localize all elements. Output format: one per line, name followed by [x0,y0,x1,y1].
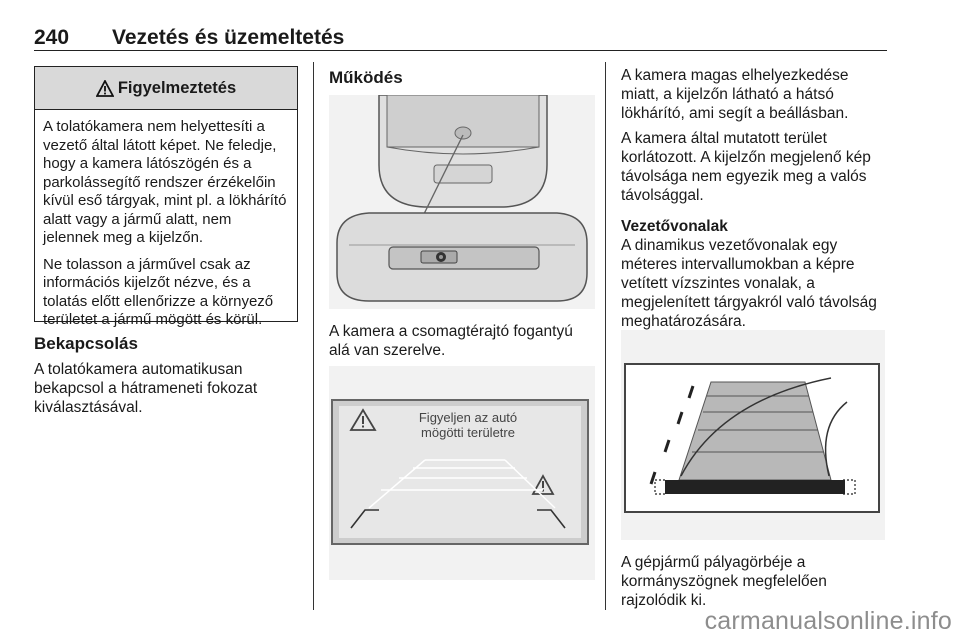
display-warning-text-line2: mögötti területre [421,425,515,440]
right-paragraph-3: A gépjármű pályagörbéje a kormányszögnek megfelelően rajzolódik ki. [621,554,827,609]
section-bekapcsolas [34,334,300,423]
warning-body [35,110,297,330]
camera-location-caption [329,322,595,366]
camera-display-illustration [329,366,595,580]
right-column [621,66,889,337]
warning-box [34,66,298,328]
warning-title: Figyelmeztetés [117,78,237,97]
watermark: carmanualsonline.info [704,607,952,635]
warning-paragraph-1: A tolatókamera nem helyettesíti a vezető által látott képet. Ne feledje, hogy a kamera látószögén és a parkolássegítő rendszer érzékelőin kívül eső tárgyak, mint pl. a lökhárító alatt vagy a jármű alatt, nem jelennek meg a kijelzőn. [43,118,287,246]
warning-paragraph-2: Ne tolasson a járművel csak az információs kijelzőt nézve, és a tolatás előtt ellenőrizze a környező területet a jármű mögött és körül. [43,255,274,328]
right-paragraph-1: A kamera magas elhelyezkedése miatt, a kijelzőn látható a hátsó lökhárító, ami segít a beállásban. [621,67,849,122]
display-warning-text-line1: Figyeljen az autó [418,410,518,425]
bekapcsolas-text: A tolatókamera automatikusan bekapcsol a hátrameneti fokozat kiválasztásával. [34,361,258,416]
page-number: 240 [34,26,70,49]
column-divider-right [605,62,606,610]
bekapcsolas-heading: Bekapcsolás [34,334,138,353]
guidelines-illustration [621,330,885,540]
guidelines-text: A dinamikus vezetővonalak egy méteres intervallumokban a képre vetített vízszintes vonalak, a megjelenített tárgyakról való távolság meghatározására. [621,237,877,330]
chapter-title: Vezetés és üzemeltetés [112,26,345,49]
page-header [34,26,887,51]
guidelines-heading: Vezetővonalak [621,218,728,235]
camera-location-illustration [329,95,595,309]
warning-header [35,67,297,110]
right-paragraph-2: A kamera által mutatott terület korlátozott. A kijelzőn megjelenő kép távolsága nem egyezik meg a valós távolsággal. [621,130,871,204]
column-divider-left [313,62,314,610]
section-mukodes [329,68,595,88]
mukodes-caption: A kamera a csomagtérajtó fogantyú alá van szerelve. [329,323,573,359]
warning-triangle-icon [96,80,114,97]
mukodes-heading: Működés [329,68,403,87]
